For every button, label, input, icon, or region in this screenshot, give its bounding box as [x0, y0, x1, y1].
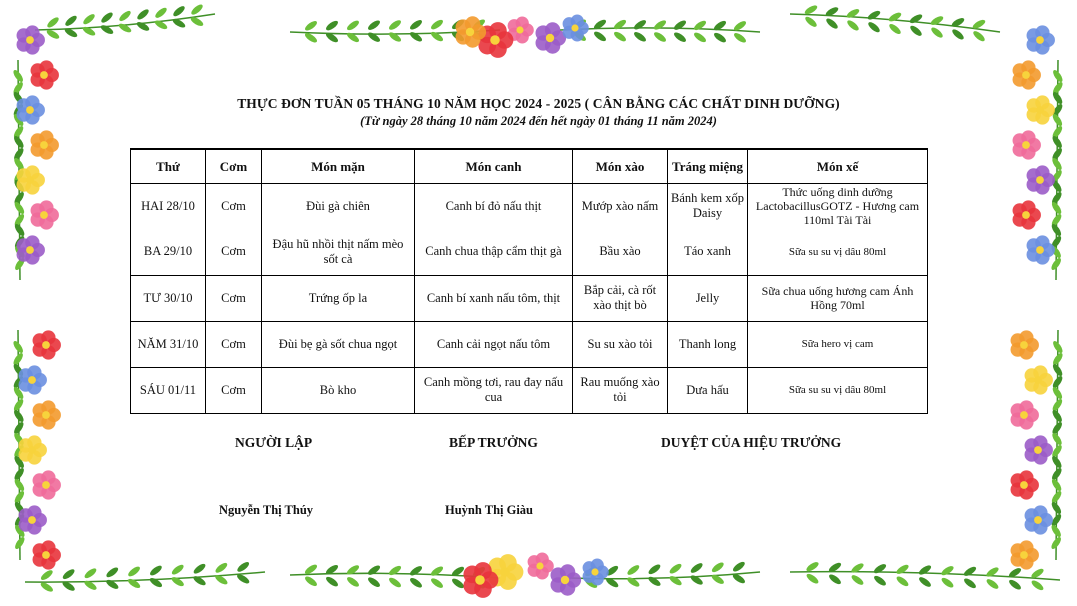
leaf — [409, 18, 424, 31]
main-dish-cell: Đùi bẹ gà sốt chua ngọt — [262, 321, 415, 367]
flower — [536, 22, 567, 53]
leaf — [805, 572, 820, 585]
leaf — [346, 575, 361, 588]
flower — [19, 435, 47, 464]
flower — [19, 505, 47, 534]
flower — [19, 365, 47, 394]
snack-cell: Sữa su su vị dâu 80ml — [748, 367, 928, 413]
leaf — [388, 31, 403, 44]
leaf — [668, 562, 683, 575]
stir-fry-cell: Su su xào tỏi — [573, 321, 668, 367]
leaf — [626, 563, 641, 576]
snack-cell: Sữa su su vị dâu 80ml — [748, 229, 928, 275]
flower — [1027, 165, 1055, 194]
leaf — [972, 29, 987, 43]
leaf — [593, 30, 608, 43]
vine-stem — [25, 572, 265, 582]
table-row — [131, 321, 928, 367]
leaf — [82, 12, 97, 26]
leaf — [430, 18, 445, 31]
dessert-cell: Dưa hấu — [668, 367, 748, 413]
nguoi-lap-name: Nguyễn Thị Thúy — [219, 503, 314, 517]
menu-subtitle: (Từ ngày 28 tháng 10 năm 2024 đến hết ngày 01 tháng 11 năm 2024) — [360, 114, 717, 128]
day-cell: NĂM 31/10 — [131, 321, 206, 367]
header-mon-man: Món mặn — [262, 149, 415, 183]
header-thu: Thứ — [131, 149, 206, 183]
leaf — [117, 22, 132, 34]
leaf — [409, 564, 424, 577]
leaf — [940, 576, 955, 589]
table-row — [131, 367, 928, 413]
bep-truong-name: Huỳnh Thị Giàu — [445, 503, 534, 517]
leaf — [647, 575, 662, 588]
snack-cell: Sữa hero vị cam — [748, 321, 928, 367]
flower — [31, 60, 59, 89]
leaf — [118, 9, 133, 23]
leaf — [451, 577, 466, 590]
leaf — [918, 575, 933, 588]
leaf — [367, 576, 382, 589]
leaf — [873, 574, 888, 587]
leaf — [170, 575, 185, 588]
signature-nguoi-lap-label: NGƯỜI LẬP — [235, 435, 313, 450]
header-com: Cơm — [206, 149, 262, 183]
leaf — [172, 4, 187, 18]
leaf — [713, 31, 728, 44]
flower — [1011, 400, 1039, 429]
leaf — [409, 30, 424, 43]
flower — [33, 540, 61, 569]
leaf — [867, 20, 882, 34]
leaf — [367, 19, 382, 32]
leaf — [693, 31, 708, 44]
leaf — [64, 14, 79, 28]
stir-fry-cell: Bầu xào — [573, 229, 668, 275]
flower — [583, 559, 609, 586]
leaf — [46, 16, 61, 30]
leaf — [430, 577, 445, 590]
stir-fry-cell: Bắp cải, cà rốt xào thịt bò — [573, 275, 668, 321]
leaf — [430, 565, 445, 578]
leaf — [689, 561, 704, 574]
dessert-cell: Táo xanh — [668, 229, 748, 275]
leaf — [61, 568, 76, 581]
leaf — [388, 576, 403, 589]
rice-cell: Cơm — [206, 321, 262, 367]
leaf — [828, 573, 843, 586]
leaf — [804, 15, 819, 29]
main-dish-cell: Trứng ốp la — [262, 275, 415, 321]
header-mon-canh: Món canh — [415, 149, 573, 183]
leaf — [613, 30, 628, 43]
flower — [528, 553, 554, 580]
snack-cell: Thức uống dinh dưỡng LactobacillusGOTZ - Hương cam 110ml Tài Tài — [748, 183, 928, 229]
leaf — [346, 19, 361, 32]
leaf — [170, 563, 185, 576]
day-cell: HAI 28/10 — [131, 183, 206, 229]
rice-cell: Cơm — [206, 367, 262, 413]
leaf — [930, 26, 945, 40]
weekly-menu-table — [130, 148, 928, 414]
leaf — [825, 17, 840, 31]
leaf — [887, 11, 902, 23]
leaf — [192, 562, 207, 575]
flower — [1011, 540, 1039, 569]
flower — [551, 564, 582, 595]
flower — [1013, 60, 1041, 89]
header-mon-xao: Món xào — [573, 149, 668, 183]
table-row — [131, 275, 928, 321]
leaf — [430, 30, 445, 43]
leaf — [148, 576, 163, 589]
leaf — [1030, 579, 1045, 592]
flower — [1025, 505, 1053, 534]
leaf — [633, 30, 648, 43]
leaf — [367, 31, 382, 44]
leaf — [613, 18, 628, 31]
leaf — [733, 31, 748, 44]
flower — [17, 165, 45, 194]
leaf — [388, 564, 403, 577]
leaf — [873, 562, 888, 575]
leaf — [985, 577, 1000, 590]
leaf — [304, 575, 319, 588]
day-cell: TƯ 30/10 — [131, 275, 206, 321]
soup-cell: Canh chua thập cẩm thịt gà — [415, 229, 573, 275]
flower — [33, 470, 61, 499]
day-cell: SÁU 01/11 — [131, 367, 206, 413]
leaf — [653, 19, 668, 32]
header-trang-mieng: Tráng miệng — [668, 149, 748, 183]
rice-cell: Cơm — [206, 229, 262, 275]
flower — [31, 130, 59, 159]
signature-hieu-truong-label: DUYỆT CỦA HIỆU TRƯỞNG — [661, 435, 842, 450]
leaf — [668, 574, 683, 587]
menu-title: THỰC ĐƠN TUẦN 05 THÁNG 10 NĂM HỌC 2024 - 2025 ( CÂN BẰNG CÁC CHẤT DINH DƯỠNG) — [237, 96, 840, 111]
leaf — [673, 19, 688, 32]
flower — [1011, 470, 1039, 499]
leaf — [951, 28, 966, 42]
leaf — [850, 573, 865, 586]
stir-fry-cell: Rau muống xào tỏi — [573, 367, 668, 413]
flower — [1025, 435, 1053, 464]
leaf — [39, 568, 54, 581]
leaf — [963, 565, 978, 578]
header-mon-xe: Món xế — [748, 149, 928, 183]
leaf — [689, 574, 704, 587]
leaf — [214, 561, 229, 574]
leaf — [346, 31, 361, 44]
flower — [17, 235, 45, 264]
leaf — [693, 19, 708, 32]
table-row — [131, 183, 928, 229]
leaf — [888, 22, 903, 36]
leaf — [83, 567, 98, 580]
flower — [1013, 200, 1041, 229]
leaf — [409, 576, 424, 589]
leaf — [388, 18, 403, 31]
main-dish-cell: Bò kho — [262, 367, 415, 413]
leaf — [304, 19, 319, 32]
leaf — [154, 6, 169, 20]
leaf — [895, 575, 910, 588]
snack-cell: Sữa chua uống hương cam Ánh Hồng 70ml — [748, 275, 928, 321]
vine-stem — [560, 28, 760, 32]
leaf — [346, 563, 361, 576]
rice-cell: Cơm — [206, 275, 262, 321]
leaf — [236, 560, 251, 573]
leaf — [325, 19, 340, 32]
leaf — [633, 18, 648, 31]
flower — [1013, 130, 1041, 159]
leaf — [918, 564, 933, 577]
leaf — [963, 577, 978, 590]
main-dish-cell: Đùi gà chiên — [262, 183, 415, 229]
leaf — [325, 575, 340, 588]
signature-bep-truong-label: BẾP TRƯỞNG — [449, 435, 538, 450]
rice-cell: Cơm — [206, 183, 262, 229]
leaf — [940, 564, 955, 577]
leaf — [1008, 578, 1023, 591]
leaf — [149, 564, 164, 577]
flower — [1011, 330, 1039, 359]
leaf — [626, 576, 641, 589]
leaf — [190, 3, 205, 17]
flower — [31, 200, 59, 229]
flower — [33, 330, 61, 359]
leaf — [136, 8, 151, 22]
leaf — [673, 31, 688, 44]
leaf — [653, 30, 668, 43]
flower — [1025, 365, 1053, 394]
dessert-cell: Bánh kem xốp Daisy — [668, 183, 748, 229]
leaf — [846, 19, 861, 33]
vine-stem — [1056, 330, 1058, 560]
table-row — [131, 229, 928, 275]
soup-cell: Canh bí xanh nấu tôm, thịt — [415, 275, 573, 321]
leaf — [127, 565, 142, 578]
leaf — [105, 578, 120, 591]
leaf — [909, 24, 924, 38]
flower — [1027, 25, 1055, 54]
stir-fry-cell: Mướp xào nấm — [573, 183, 668, 229]
leaf — [710, 561, 725, 574]
main-dish-cell: Đậu hũ nhồi thịt nấm mèo sốt cà — [262, 229, 415, 275]
table-header-row — [131, 149, 928, 183]
leaf — [367, 564, 382, 577]
flower — [1027, 235, 1055, 264]
leaf — [895, 563, 910, 576]
leaf — [105, 566, 120, 579]
dessert-cell: Thanh long — [668, 321, 748, 367]
leaf — [647, 563, 662, 576]
leaf — [731, 560, 746, 573]
dessert-cell: Jelly — [668, 275, 748, 321]
soup-cell: Canh mồng tơi, rau đay nấu cua — [415, 367, 573, 413]
day-cell: BA 29/10 — [131, 229, 206, 275]
flower — [33, 400, 61, 429]
soup-cell: Canh cải ngọt nấu tôm — [415, 321, 573, 367]
soup-cell: Canh bí đỏ nấu thịt — [415, 183, 573, 229]
leaf — [100, 11, 115, 25]
leaf — [866, 9, 881, 21]
leaf — [127, 577, 142, 590]
